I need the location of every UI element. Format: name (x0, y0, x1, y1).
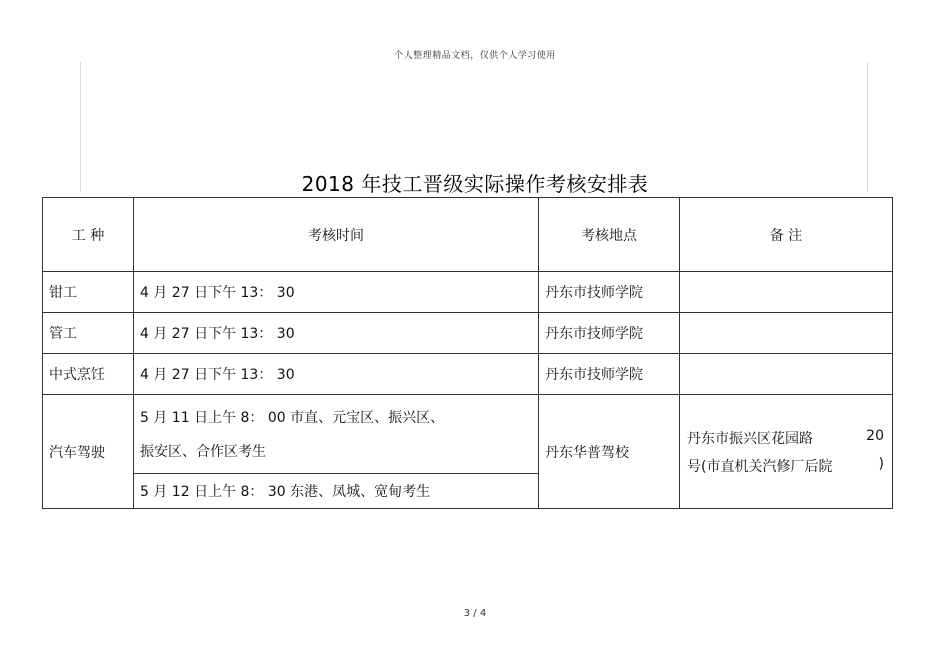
cell-type: 汽车驾驶 (43, 395, 134, 509)
table-row-driving (43, 395, 893, 474)
cell-time-session-2: 5 月 12 日上午 8： 30 东港、凤城、宽甸考生 (134, 474, 539, 509)
cell-place: 丹东市技师学院 (539, 313, 680, 354)
cell-time: 4 月 27 日下午 13： 30 (134, 354, 539, 395)
page-number: 3 / 4 (463, 608, 487, 619)
cell-place: 丹东市技师学院 (539, 272, 680, 313)
cell-time: 4 月 27 日下午 13： 30 (134, 313, 539, 354)
cell-remark (680, 354, 893, 395)
cell-remark (680, 395, 893, 509)
time-line-1: 5 月 11 日上午 8： 00 市直、元宝区、振兴区、 (140, 410, 445, 426)
table-row (43, 313, 893, 354)
header-cell-place: 考核地点 (539, 198, 680, 272)
remark-line-1 (687, 428, 884, 448)
cell-remark (680, 272, 893, 313)
header-note: 个人整理精品文档，仅供个人学习使用 (394, 51, 556, 61)
time-line-2: 振安区、合作区考生 (140, 444, 266, 460)
cell-type: 钳工 (43, 272, 134, 313)
cell-place: 丹东华普驾校 (539, 395, 680, 509)
cell-time: 4 月 27 日下午 13： 30 (134, 272, 539, 313)
table-row (43, 272, 893, 313)
cell-place: 丹东市技师学院 (539, 354, 680, 395)
cell-remark (680, 313, 893, 354)
header-cell-type: 工 种 (43, 198, 134, 272)
cell-type: 管工 (43, 313, 134, 354)
schedule-table (42, 197, 893, 509)
table-header-row (43, 198, 893, 272)
header-cell-remark: 备 注 (680, 198, 893, 272)
remark-line-1-number: 20 (866, 427, 884, 444)
table-row (43, 354, 893, 395)
cell-type: 中式烹饪 (43, 354, 134, 395)
cell-time-session-1 (134, 395, 539, 474)
remark-line-1-text: 丹东市振兴区花园路 (687, 430, 813, 447)
remark-line-2 (687, 456, 884, 476)
document-title: 2018 年技工晋级实际操作考核安排表 (301, 172, 649, 196)
remark-line-2-text: 号(市直机关汽修厂后院 (687, 458, 833, 475)
remark-line-2-paren: ) (878, 455, 884, 472)
header-cell-time: 考核时间 (134, 198, 539, 272)
